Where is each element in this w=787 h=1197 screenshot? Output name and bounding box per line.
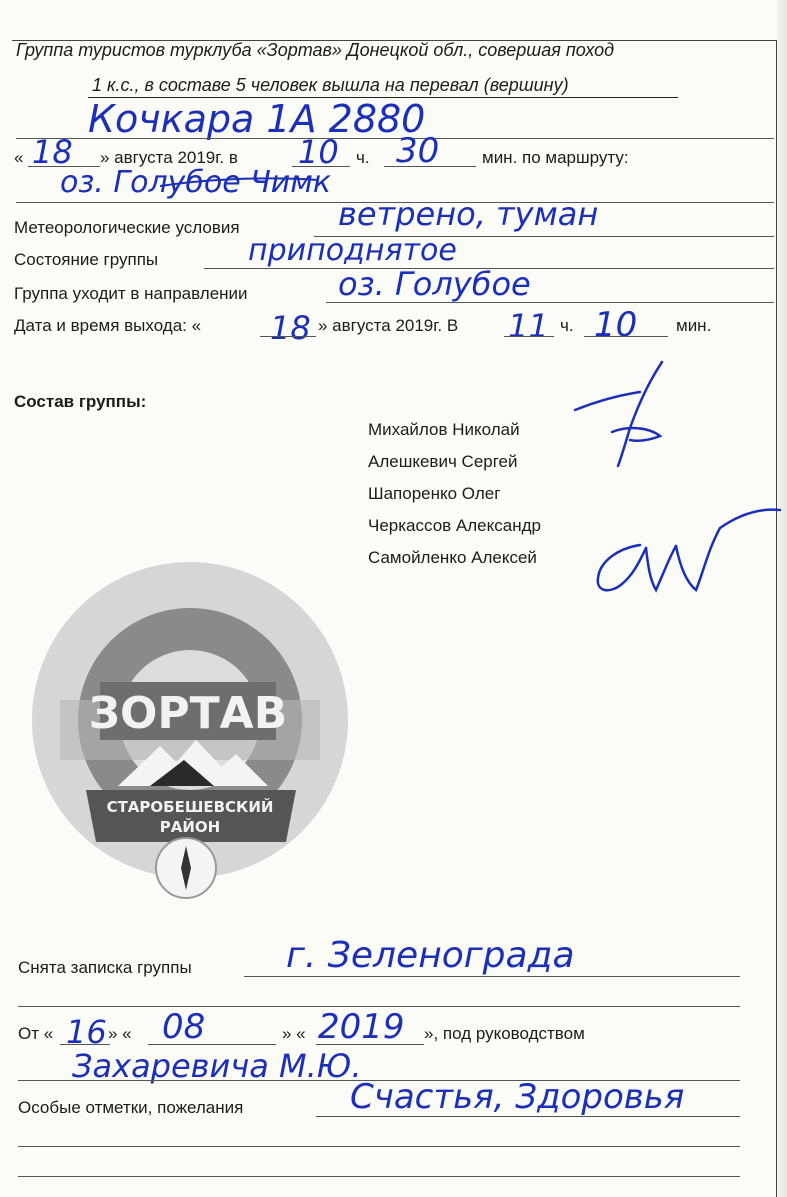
logo-compass [156,838,216,898]
header-line-2: 1 к.с., в составе 5 человек вышла на перевал (вершину) [92,75,569,95]
logo-title: ЗОРТАВ [88,688,288,739]
from-separator-1: » « [108,1024,132,1043]
special-notes-label: Особые отметки, пожелания [18,1098,244,1117]
departure-hour-handwritten: 11 [508,307,549,345]
pass-name-handwritten: Кочкара 1А 2880 [88,97,426,141]
route-handwritten: оз. Голубое Чимк [60,165,332,200]
weather-handwritten: ветрено, туман [338,195,599,233]
special-notes-handwritten: Счастья, Здоровья [350,1077,685,1117]
arrival-quote-open: « [14,148,24,167]
direction-handwritten: оз. Голубое [338,265,531,303]
departure-date-label: » августа 2019г. В [318,316,459,335]
from-day-line [60,1044,110,1045]
list-item: Алешкевич Сергей [368,452,518,471]
logo-title-banner [89,682,288,740]
group-state-label: Состояние группы [14,250,159,269]
blank-line-2 [18,1146,740,1147]
special-notes-line [316,1116,740,1117]
departure-minute-unit: мин. [676,316,712,335]
removed-by-handwritten: г. Зеленограда [286,935,575,976]
logo-ribbon [86,790,296,842]
removed-by-line [244,976,740,977]
list-item: Шапоренко Олег [368,484,501,503]
header-line-1: Группа туристов турклуба «Зортав» Донецкой обл., совершая поход [16,40,615,60]
from-day-handwritten: 16 [66,1013,107,1051]
arrival-hour-unit: ч. [356,148,370,167]
arrival-route-label: мин. по маршруту: [482,148,629,167]
weather-label: Метеорологические условия [14,218,240,237]
from-year-handwritten: 2019 [318,1007,405,1047]
blank-line-3 [18,1176,740,1177]
from-separator-2: » « [282,1024,306,1043]
logo-subtitle-1: СТАРОБЕШЕВСКИЙ [106,798,274,816]
composition-heading: Состав группы: [14,392,147,411]
group-state-handwritten: приподнятое [248,233,457,268]
departure-label: Дата и время выхода: « [14,316,202,335]
list-item: Самойленко Алексей [368,548,537,567]
departure-hour-unit: ч. [560,316,574,335]
arrival-hour-handwritten: 10 [298,133,339,171]
from-month-handwritten: 08 [162,1007,206,1047]
leader-handwritten: Захаревича М.Ю. [72,1047,362,1085]
arrival-date-label: » августа 2019г. в [100,148,238,167]
departure-minute-handwritten: 10 [594,305,638,345]
arrival-minute-handwritten: 30 [396,131,440,171]
direction-label: Группа уходит в направлении [14,284,248,303]
from-year-line [316,1044,424,1045]
from-label: От « [18,1024,54,1043]
leadership-label: », под руководством [424,1024,585,1043]
departure-day-handwritten: 18 [270,309,311,347]
list-item: Михайлов Николай [368,420,520,439]
logo-subtitle-2: РАЙОН [159,818,221,836]
removed-by-label: Снята записка группы [18,958,192,977]
from-month-line [148,1044,276,1045]
arrival-day-handwritten: 18 [32,133,73,171]
list-item: Черкассов Александр [368,516,541,535]
